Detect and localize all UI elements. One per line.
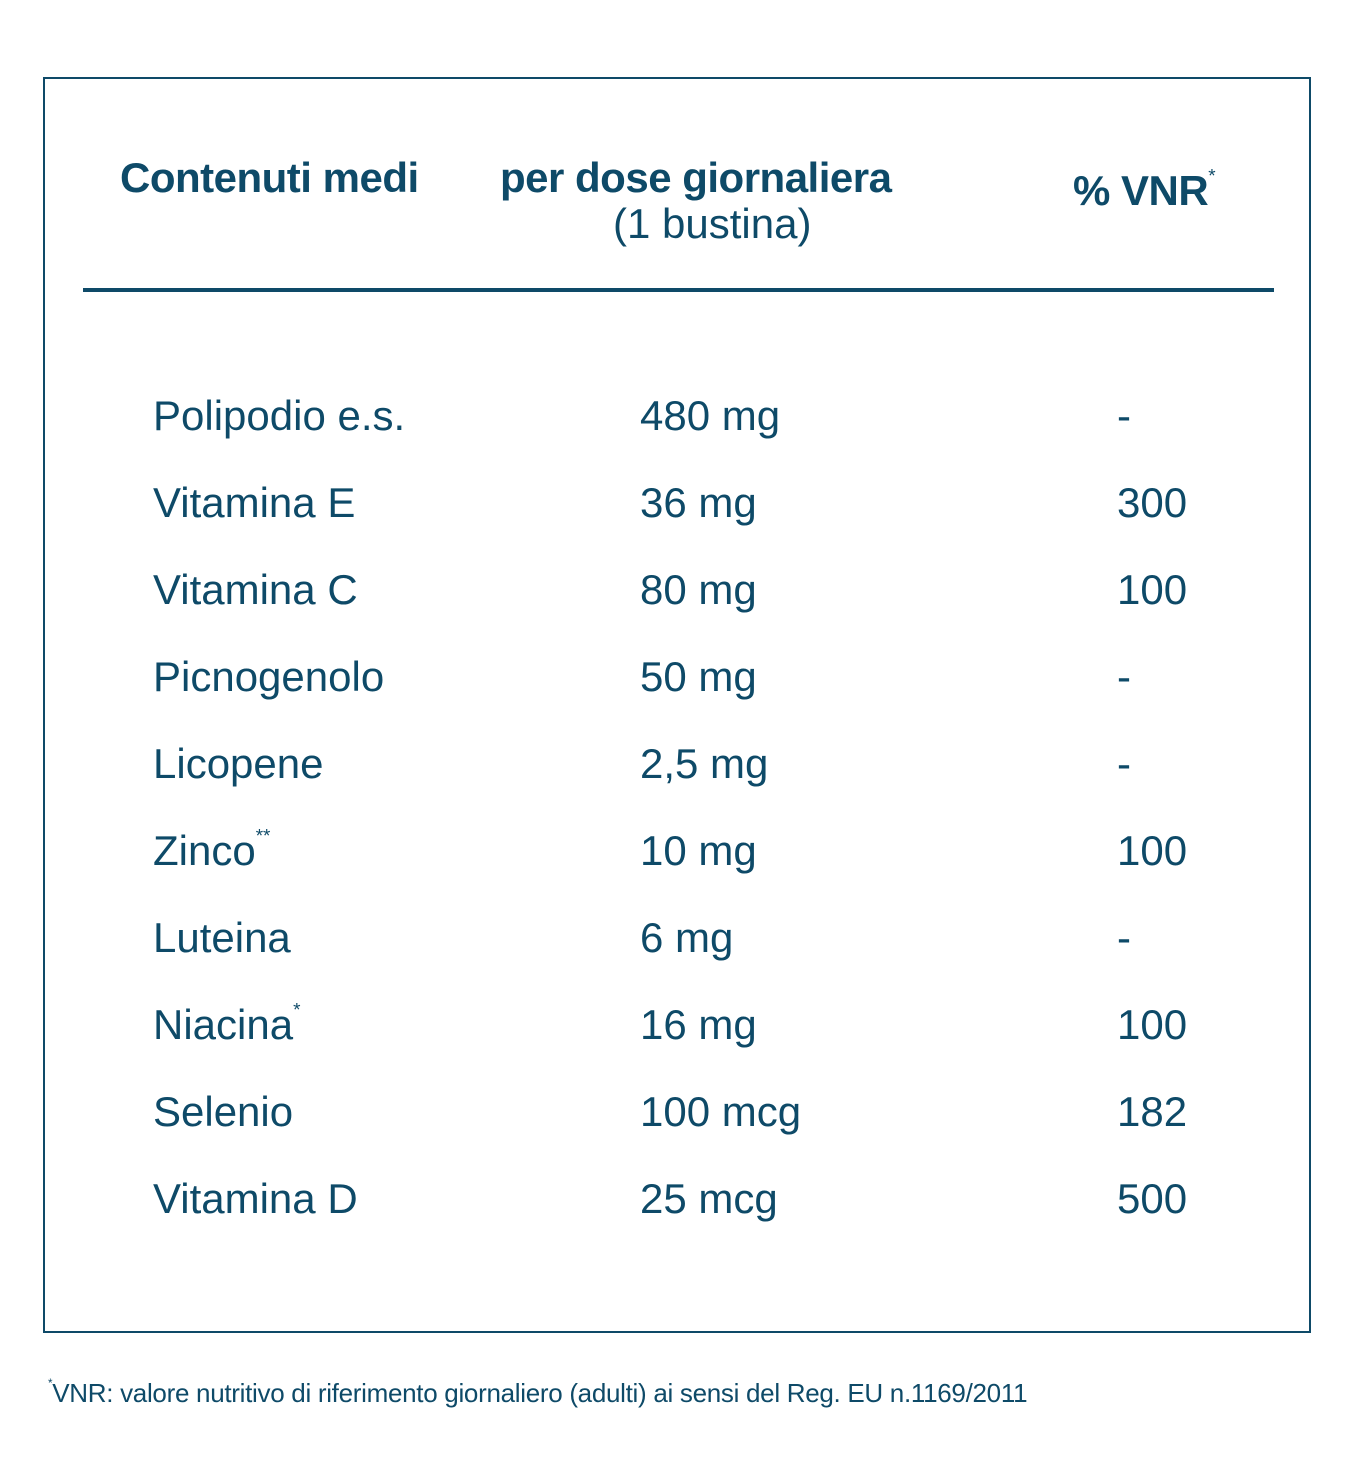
nutrient-name-cell [153, 479, 356, 526]
column-header-daily-dose-subtitle: (1 bustina) [613, 200, 812, 247]
nutrient-name-cell [153, 740, 324, 787]
nutrient-vnr: - [1117, 392, 1131, 439]
nutrient-name-cell [153, 1000, 301, 1048]
table-row [0, 826, 1355, 917]
nutrient-vnr: - [1117, 914, 1131, 961]
nutrient-name-cell [153, 392, 406, 439]
nutrient-vnr: 100 [1117, 566, 1188, 613]
nutrient-name-cell [153, 566, 358, 613]
table-row [0, 1175, 1355, 1265]
nutrient-amount: 25 mcg [640, 1175, 778, 1222]
nutrient-vnr: 182 [1117, 1088, 1188, 1135]
nutrient-mark: ** [255, 826, 271, 848]
nutrient-name: Vitamina C [153, 566, 358, 613]
nutrient-name: Luteina [153, 914, 291, 961]
table-row [0, 914, 1355, 1004]
column-header-contents: Contenuti medi [120, 154, 419, 201]
footnote-mark: * [48, 1376, 53, 1390]
nutrient-name-cell [153, 1175, 358, 1222]
nutrient-name-cell [153, 653, 385, 700]
table-row [0, 392, 1355, 482]
nutrient-name-cell [153, 826, 271, 874]
table-row [0, 1000, 1355, 1091]
nutrient-name: Picnogenolo [153, 653, 385, 700]
nutrient-name: Zinco [153, 827, 256, 874]
nutrient-amount: 16 mg [640, 1001, 757, 1048]
nutrient-name: Vitamina E [153, 479, 356, 526]
nutrient-amount: 480 mg [640, 392, 781, 439]
nutrient-name: Selenio [153, 1088, 294, 1135]
table-row [0, 1088, 1355, 1178]
nutrient-amount: 80 mg [640, 566, 757, 613]
table-row [0, 479, 1355, 569]
column-header-vnr-mark: * [1208, 166, 1216, 188]
nutrient-vnr: 100 [1117, 827, 1188, 874]
column-header-daily-dose: per dose giornaliera [500, 154, 892, 201]
nutrient-vnr: 300 [1117, 479, 1188, 526]
nutrient-vnr: 100 [1117, 1001, 1188, 1048]
nutrient-vnr: - [1117, 740, 1131, 787]
header-divider [83, 288, 1274, 292]
column-header-vnr-label: % VNR [1073, 167, 1209, 214]
nutrient-name: Niacina [153, 1001, 294, 1048]
table-row [0, 566, 1355, 656]
nutrient-name: Vitamina D [153, 1175, 358, 1222]
nutrient-amount: 6 mg [640, 914, 734, 961]
nutrient-amount: 50 mg [640, 653, 757, 700]
nutrient-amount: 100 mcg [640, 1088, 802, 1135]
footnote-text: VNR: valore nutritivo di riferimento giornaliero (adulti) ai sensi del Reg. EU n.1169/2011 [52, 1378, 1028, 1408]
nutrient-vnr: - [1117, 653, 1131, 700]
nutrient-amount: 10 mg [640, 827, 757, 874]
nutrient-name: Polipodio e.s. [153, 392, 406, 439]
nutrient-name-cell [153, 1088, 294, 1135]
footnote [48, 1378, 1027, 1409]
column-header-vnr [1073, 166, 1216, 214]
nutrient-amount: 36 mg [640, 479, 757, 526]
table-row [0, 653, 1355, 743]
table-row [0, 740, 1355, 830]
nutrient-table-body [0, 392, 1355, 1265]
nutrient-name: Licopene [153, 740, 324, 787]
nutrient-amount: 2,5 mg [640, 740, 769, 787]
nutrient-vnr: 500 [1117, 1175, 1188, 1222]
nutrient-name-cell [153, 914, 291, 961]
nutrient-mark: * [293, 1000, 301, 1022]
